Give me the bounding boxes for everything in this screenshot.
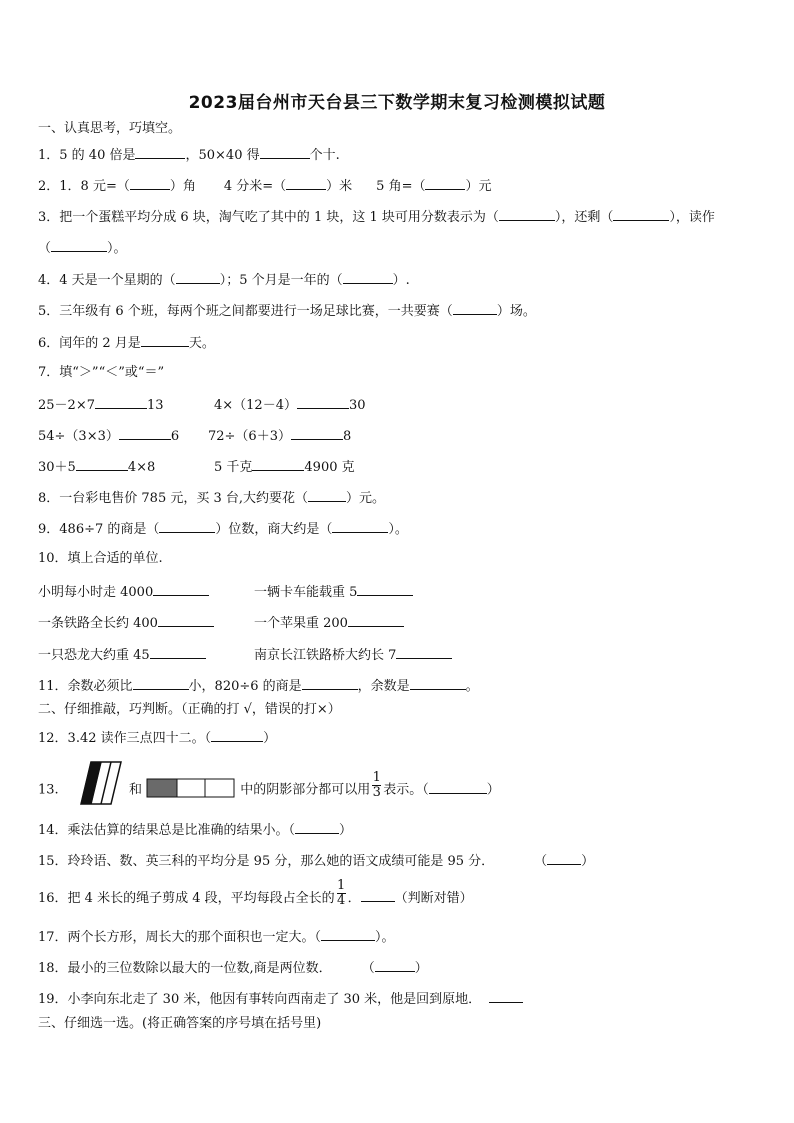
question-2: [38, 176, 491, 196]
q3-blank-3[interactable]: [51, 238, 107, 252]
question-16: [38, 878, 473, 908]
q13-blank-1[interactable]: [429, 780, 487, 794]
q8-text-b: ）元。: [346, 491, 386, 506]
q15-text-a: 15．玲玲语、数、英三科的平均分是 95 分，那么她的语文成绩可能是 95 分．: [38, 854, 495, 869]
question-3: [38, 207, 715, 227]
q10-r1-blank-right[interactable]: [357, 582, 413, 596]
question-4: [38, 270, 410, 290]
q7-row-3-right: [214, 457, 355, 477]
q10-r1-text-right: 一辆卡车能载重 5: [254, 585, 358, 600]
question-5: [38, 301, 536, 321]
q15-text-b: （: [534, 854, 548, 869]
q18-text-c: ）: [414, 961, 428, 976]
rectangle-bar-figure: [146, 778, 236, 798]
q2-blank-2[interactable]: [286, 176, 326, 190]
q7-r3-expr-left: 30＋5: [38, 460, 76, 475]
q17-text-a: 17．两个长方形，周长大的那个面积也一定大。（: [38, 930, 322, 945]
q7-r1-expr-left: 25－2×7: [38, 398, 95, 413]
q10-r1-blank-left[interactable]: [153, 582, 209, 596]
q16-blank-1[interactable]: [361, 888, 395, 902]
q10-row-2-right: [254, 613, 404, 633]
q10-r3-blank-right[interactable]: [396, 645, 452, 659]
section-1-heading: 一、认真思考，巧填空。: [38, 121, 182, 136]
q3-text-b: ），还剩（: [554, 210, 614, 225]
q19-blank-1[interactable]: [489, 989, 523, 1003]
question-10-heading: 10．填上合适的单位.: [38, 551, 163, 566]
q10-row-3-right: [254, 645, 452, 665]
q7-r2-expr-left: 54÷（3×3）: [38, 429, 119, 444]
q3-blank-2[interactable]: [613, 207, 669, 221]
q6-text-a: 6．闰年的 2 月是: [38, 336, 141, 351]
question-9: [38, 519, 408, 539]
q12-text-a: 12．3.42 读作三点四十二。（: [38, 731, 212, 746]
q1-blank-2[interactable]: [260, 145, 310, 159]
q4-blank-2[interactable]: [343, 270, 393, 284]
q13-label: 13.: [38, 782, 59, 798]
q7-r2-blank-left[interactable]: [119, 426, 171, 440]
q7-row-1-right: [214, 395, 366, 415]
q7-r3-blank-right[interactable]: [252, 457, 304, 471]
q14-text-a: 14．乘法估算的结果总是比准确的结果小。（: [38, 823, 296, 838]
q11-text-b: 小，820÷6 的商是: [188, 679, 302, 694]
question-14: [38, 820, 352, 840]
q6-text-b: 天。: [188, 336, 215, 351]
q2-text-d: ）米: [326, 179, 353, 194]
q16-text-b: ．: [347, 891, 361, 906]
q13-text-e: ）: [486, 782, 500, 798]
q2-blank-3[interactable]: [425, 176, 465, 190]
q1-text-c: 个十.: [309, 148, 340, 163]
question-1: [38, 145, 340, 165]
q3-text-d: （: [38, 241, 52, 256]
q7-r2-value-right: 8: [342, 429, 352, 444]
section-2-heading: 二、仔细推敲，巧判断。（正确的打 √，错误的打×）: [38, 702, 341, 717]
q2-text-e: 5 角=（: [376, 179, 426, 194]
q7-r3-blank-left[interactable]: [76, 457, 128, 471]
q16-numerator: 1: [336, 878, 346, 893]
question-8: [38, 488, 385, 508]
q10-r2-text-left: 一条铁路全长约 400: [38, 616, 158, 631]
q2-blank-1[interactable]: [130, 176, 170, 190]
q4-text-a: 4．4 天是一个星期的（: [38, 273, 176, 288]
q13-and: 和: [128, 782, 142, 798]
q9-blank-2[interactable]: [332, 519, 388, 533]
q14-text-b: ）: [339, 823, 353, 838]
q7-r1-expr-right: 4×（12－4）: [214, 398, 297, 413]
question-11: [38, 676, 479, 696]
q10-row-1-left: [38, 582, 209, 602]
q10-r3-text-left: 一只恐龙大约重 45: [38, 648, 150, 663]
q13-numerator: 1: [372, 769, 381, 785]
q18-text-a: 18．最小的三位数除以最大的一位数,商是两位数．: [38, 961, 332, 976]
q11-blank-3[interactable]: [410, 676, 466, 690]
q15-blank-1[interactable]: [547, 851, 581, 865]
q13-denominator: 3: [372, 784, 381, 800]
q10-r3-text-right: 南京长江铁路桥大约长 7: [254, 648, 397, 663]
q10-r1-text-left: 小明每小时走 4000: [38, 585, 154, 600]
q10-row-2-left: [38, 613, 214, 633]
q5-text-a: 5．三年级有 6 个班，每两个班之间都要进行一场足球比赛，一共要赛（: [38, 304, 453, 319]
q16-text-a: 16．把 4 米长的绳子剪成 4 段，平均每段占全长的: [38, 891, 335, 906]
q4-text-c: ）.: [392, 273, 410, 288]
q7-r1-value-right: 30: [348, 398, 366, 413]
q15-text-c: ）: [581, 854, 595, 869]
q7-r1-value-left: 13: [146, 398, 164, 413]
q12-blank-1[interactable]: [211, 728, 263, 742]
q11-text-a: 11．余数必须比: [38, 679, 133, 694]
q7-r2-value-left: 6: [170, 429, 180, 444]
q11-text-d: 。: [465, 679, 479, 694]
q3-blank-1[interactable]: [499, 207, 555, 221]
q18-blank-1[interactable]: [375, 958, 415, 972]
q10-row-1-right: [254, 582, 413, 602]
q11-text-c: ，余数是: [357, 679, 410, 694]
q2-text-c: 4 分米=（: [223, 179, 287, 194]
question-6: [38, 333, 215, 353]
question-3-line-2: [38, 238, 127, 258]
fraction-one-third: [372, 771, 381, 800]
q9-text-c: ）。: [388, 522, 408, 537]
q2-text-a: 2．1．8 元=（: [38, 179, 130, 194]
q9-text-b: ）位数，商大约是（: [215, 522, 333, 537]
question-13: [38, 769, 500, 806]
q8-text-a: 8．一台彩电售价 785 元，买 3 台,大约要花（: [38, 491, 309, 506]
question-19: [38, 989, 523, 1009]
q9-text-a: 9．486÷7 的商是（: [38, 522, 160, 537]
q7-row-1-left: [38, 395, 164, 415]
q2-text-b: ）角: [169, 179, 196, 194]
q10-row-3-left: [38, 645, 206, 665]
q3-text-a: 3．把一个蛋糕平均分成 6 块，淘气吃了其中的 1 块，这 1 块可用分数表示为（: [38, 210, 499, 225]
q18-text-b: （: [361, 961, 375, 976]
q4-text-b: ）；5 个月是一年的（: [219, 273, 343, 288]
q7-r3-value-left: 4×8: [127, 460, 156, 475]
q17-blank-1[interactable]: [321, 927, 375, 941]
exam-title: 2023届台州市天台县三下数学期末复习检测模拟试题: [188, 93, 606, 113]
question-7-heading: 7．填“＞”“＜”或“＝”: [38, 365, 165, 380]
q16-text-c: （判断对错）: [394, 891, 473, 906]
q10-r2-blank-right[interactable]: [348, 613, 404, 627]
q5-text-b: ）场。: [496, 304, 536, 319]
q7-r2-blank-right[interactable]: [291, 426, 343, 440]
q3-text-e: ）。: [107, 241, 127, 256]
q1-blank-1[interactable]: [135, 145, 185, 159]
question-18: [38, 958, 428, 978]
q7-r3-expr-right: 5 千克: [214, 460, 253, 475]
q7-row-3-left: [38, 457, 155, 477]
q19-text-a: 19．小李向东北走了 30 米，他因有事转向西南走了 30 米，他是回到原地．: [38, 992, 482, 1007]
q7-r1-blank-right[interactable]: [297, 395, 349, 409]
question-12: [38, 728, 276, 748]
q10-r2-text-right: 一个苹果重 200: [254, 616, 348, 631]
q3-text-c: ），读作: [669, 210, 715, 225]
q17-text-b: ）。: [375, 930, 395, 945]
q1-text-a: 1．5 的 40 倍是: [38, 148, 136, 163]
q1-text-b: ，50×40 得: [185, 148, 260, 163]
q13-text-c: 中的阴影部分都可以用: [240, 782, 371, 798]
q11-blank-1[interactable]: [133, 676, 189, 690]
q7-r1-blank-left[interactable]: [95, 395, 147, 409]
q7-row-2-left: [38, 426, 179, 446]
q8-blank-1[interactable]: [308, 488, 346, 502]
q9-blank-1[interactable]: [159, 519, 215, 533]
q5-blank-1[interactable]: [453, 301, 497, 315]
question-15: [38, 851, 594, 871]
q16-denominator: 4: [336, 893, 346, 908]
question-17: [38, 927, 395, 947]
q12-text-b: ）: [263, 731, 277, 746]
q13-text-d: 表示。（: [383, 782, 429, 798]
fraction-one-quarter: [337, 879, 346, 908]
section-3-heading: 三、仔细选一选。(将正确答案的序号填在括号里): [38, 1016, 322, 1031]
q7-row-2-right: [208, 426, 351, 446]
q11-blank-2[interactable]: [302, 676, 358, 690]
q2-text-f: ）元: [465, 179, 492, 194]
q7-r3-value-right: 4900 克: [304, 460, 355, 475]
q7-r2-expr-right: 72÷（6＋3）: [208, 429, 291, 444]
q4-blank-1[interactable]: [176, 270, 220, 284]
q10-r3-blank-left[interactable]: [150, 645, 206, 659]
parallelogram-figure: [73, 760, 125, 806]
q10-r2-blank-left[interactable]: [158, 613, 214, 627]
q6-blank-1[interactable]: [141, 333, 189, 347]
q14-blank-1[interactable]: [295, 820, 339, 834]
